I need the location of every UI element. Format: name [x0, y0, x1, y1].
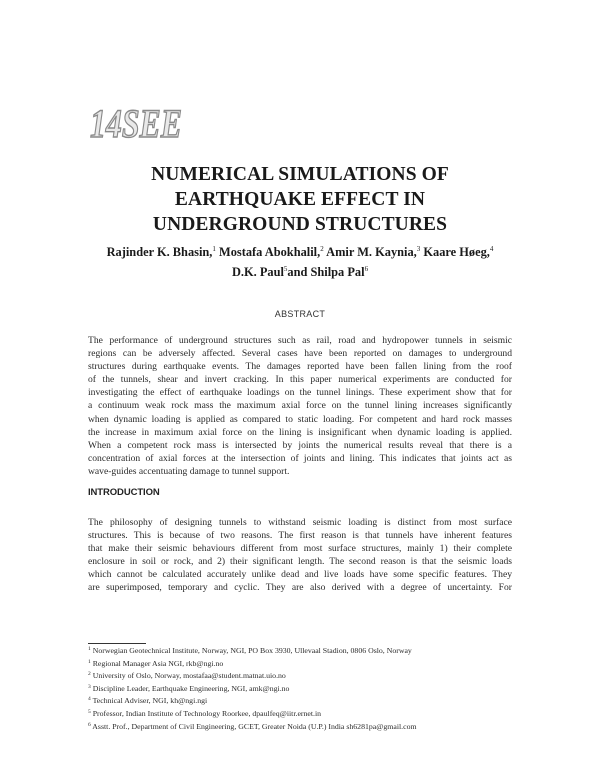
footnote-mark: 6 — [88, 721, 91, 728]
intro-line: structures. This is because of two reasons. The first reason is that tunnels have inherent features — [88, 530, 512, 542]
abstract-line: The performance of underground structures such as rail, road and hydropower tunnels in seismic — [88, 335, 512, 346]
title-line: NUMERICAL SIMULATIONS OF — [151, 164, 449, 185]
footnote-mark: 1 — [88, 658, 91, 665]
intro-line: that make their seismic behaviours different from most surface structures, mainly 1) their complete — [88, 543, 512, 555]
footnote — [88, 694, 518, 707]
footnote-text: Technical Adviser, NGI, kh@ngi.ngi — [92, 696, 208, 706]
author-line — [0, 261, 600, 281]
title-line: UNDERGROUND STRUCTURES — [152, 214, 448, 235]
author-name: Rajinder K. Bhasin, — [106, 245, 213, 260]
author-name: D.K. Paul — [231, 265, 284, 280]
footnote — [88, 644, 518, 657]
conference-logo — [88, 99, 184, 146]
author-mark: 5 — [283, 265, 288, 274]
introduction-heading: INTRODUCTION — [88, 487, 160, 498]
abstract-line: of the tunnels, shear and invert cracking. In this paper numerical experiments are conducted for — [88, 374, 512, 386]
paper-title — [0, 162, 600, 237]
footnote-mark: 4 — [88, 696, 91, 703]
title-line: EARTHQUAKE EFFECT IN — [174, 189, 426, 210]
abstract-line: the increase in maximum axial force on the lining is insignificant when dynamic loading is applied. — [88, 426, 512, 438]
author-mark: 3 — [416, 245, 421, 253]
footnote-text: University of Oslo, Norway, mostafaa@student.matnat.uio.no — [92, 671, 286, 681]
intro-line: are superimposed, temporary and cyclic. They are also derived with a degree of uncertainty. For — [88, 582, 512, 594]
footnotes — [88, 644, 518, 732]
abstract-line: investigating the effect of earthquake loadings on the tunnel linings. These experiment show that for — [88, 387, 512, 399]
footnote — [88, 720, 518, 733]
author-mark: 2 — [320, 245, 324, 253]
abstract-line: structures during earthquake events. The damages reported have been fallen lining from the roof — [88, 361, 512, 373]
footnote-text: Discipline Leader, Earthquake Engineering, NGI, amk@ngi.no — [92, 683, 290, 693]
footnote-mark: 3 — [88, 683, 91, 690]
author-mark: 1 — [212, 245, 216, 253]
conference-logo-text: 14SEE — [90, 101, 182, 146]
abstract-line: wave-guides accentuating damage to tunnel support. — [88, 465, 290, 477]
footnote-mark: 5 — [88, 708, 91, 715]
intro-line: which cannot be calculated accurately unlike dead and live loads have some specific features. They — [88, 569, 512, 581]
footnote — [88, 707, 518, 720]
author-name: Mostafa Abokhalil, — [215, 245, 321, 260]
abstract-line: regions can be adversely affected. Several cases have been reported on damages to underground — [88, 348, 512, 360]
footnote — [88, 669, 518, 682]
footnote-text: Regional Manager Asia NGI, rkb@ngi.no — [92, 658, 224, 668]
intro-line: The philosophy of designing tunnels to withstand seismic loading is distinct from most surface — [88, 517, 512, 528]
author-mark: 4 — [489, 245, 494, 253]
footnote-mark: 2 — [88, 671, 91, 678]
abstract-line: When a competent rock mass is intersected by joints the numerical results reveal that there is a — [88, 439, 512, 451]
footnote-mark: 1 — [88, 646, 91, 652]
author-name: and Shilpa Pal — [287, 265, 365, 280]
author-line — [0, 241, 600, 261]
abstract-body — [88, 334, 512, 478]
author-list — [0, 241, 600, 281]
footnote-text: Asstt. Prof., Department of Civil Engineering, GCET, Greater Noida (U.P.) India sh6281pa@gmail.com — [92, 721, 417, 731]
abstract-line: concentration of axial forces at the intersection of joints and lining. This indicates that joints act as — [88, 452, 512, 464]
abstract-line: when dynamic loading is applied as compared to static loading. For competent and hard rock masses — [88, 413, 512, 425]
abstract-heading: ABSTRACT — [274, 309, 326, 319]
footnote — [88, 657, 518, 670]
footnote-text: Norwegian Geotechnical Institute, Norway, NGI, PO Box 3930, Ullevaal Stadion, 0806 Oslo, Norway — [92, 646, 412, 655]
intro-line: enclosure in soil or rock, and 2) their significant length. The second reason is that the seismic loads — [88, 556, 512, 568]
footnote-text: Professor, Indian Institute of Technology Roorkee, dpaulfeq@iitr.ernet.in — [92, 708, 322, 718]
author-name: Amir M. Kaynia, — [323, 245, 417, 260]
introduction-body — [88, 516, 512, 595]
author-mark: 6 — [364, 265, 369, 274]
abstract-line: a continuum weak rock mass the maximum axial force on the tunnel lining increases significantly — [88, 400, 512, 412]
footnote — [88, 682, 518, 695]
author-name: Kaare Høeg, — [420, 245, 490, 260]
